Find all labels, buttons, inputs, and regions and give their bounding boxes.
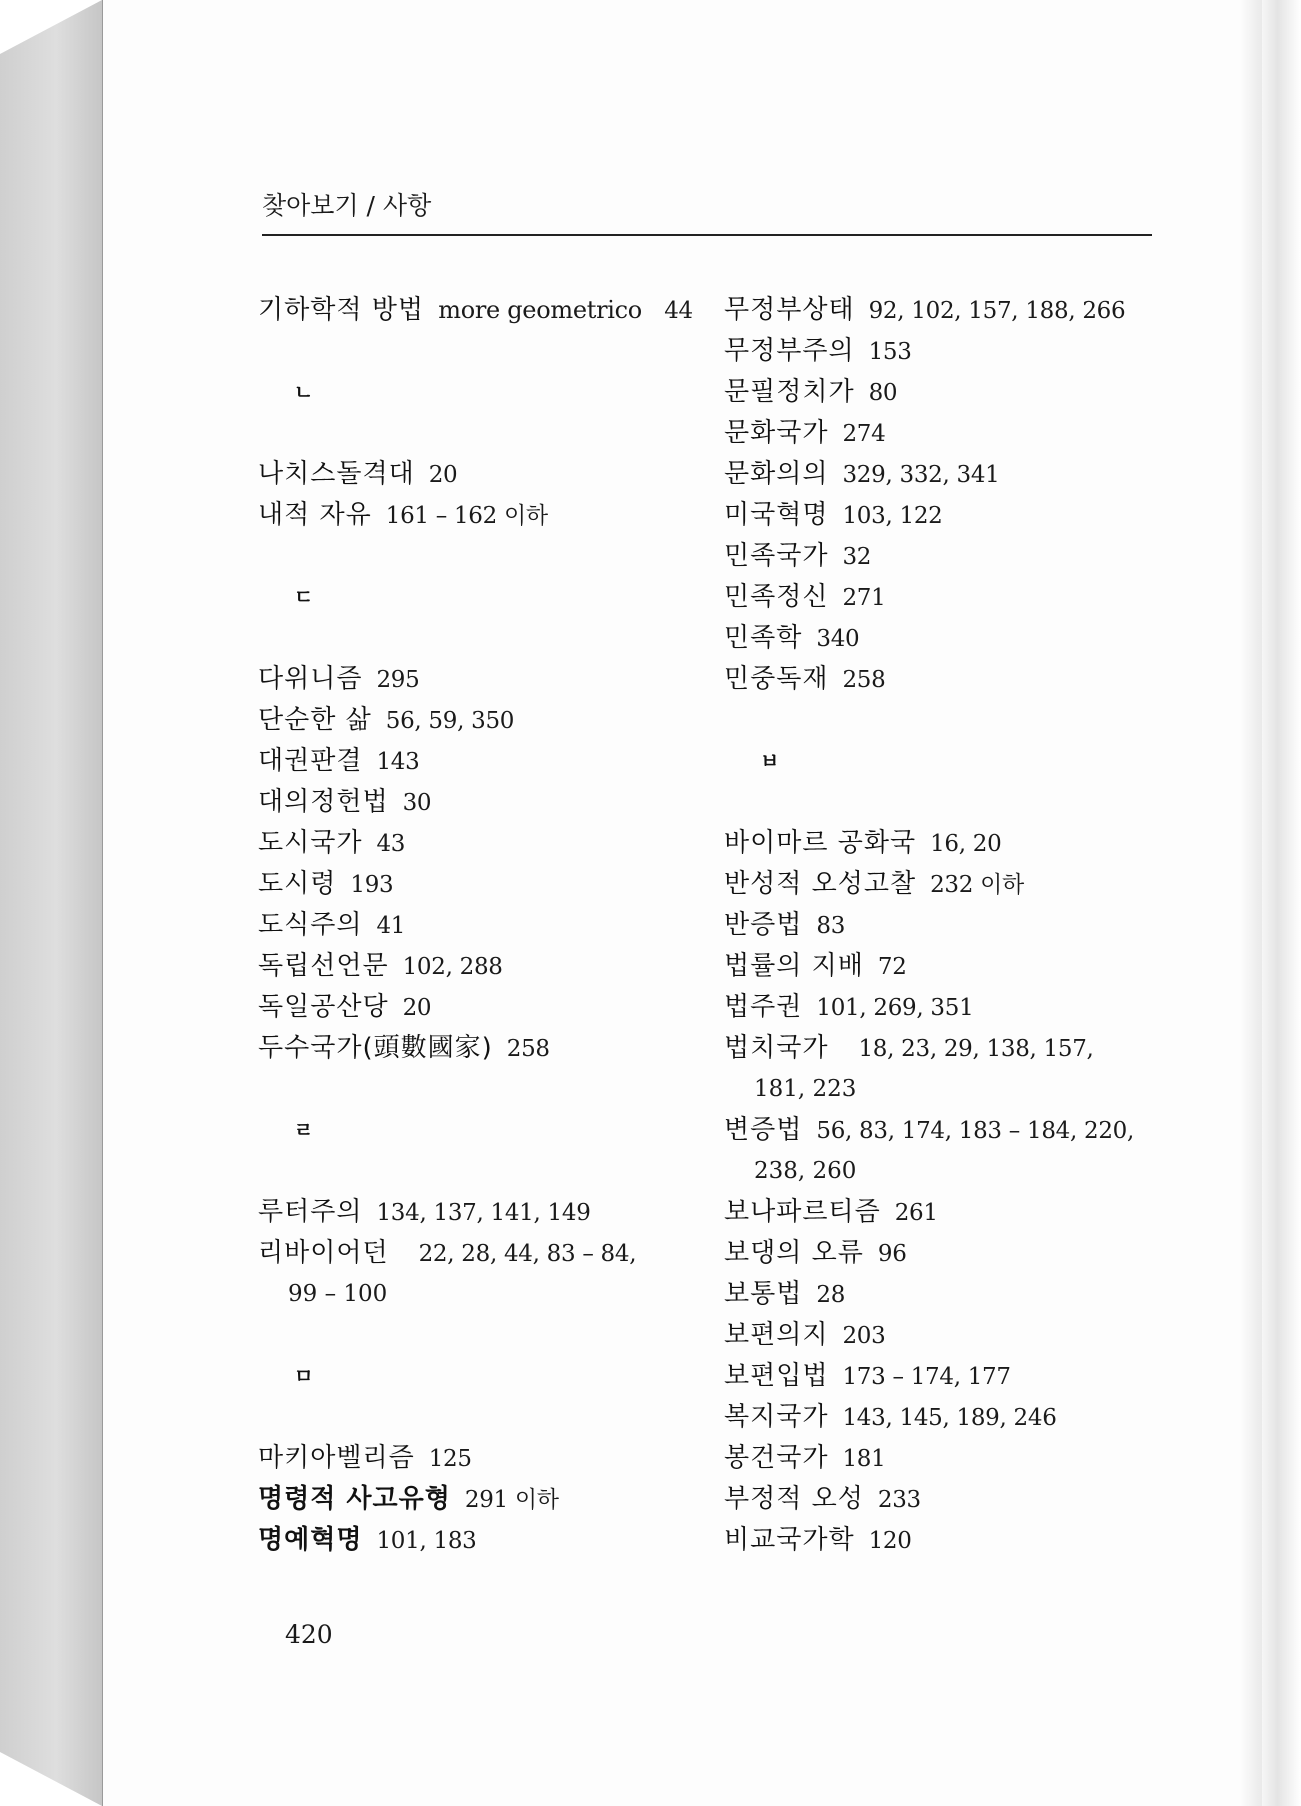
- entry-term: 도시국가: [258, 828, 363, 858]
- spacer: [724, 782, 1174, 823]
- spacer: [258, 413, 688, 454]
- entry-term: 반성적 오성고찰: [724, 869, 917, 899]
- entry-term: 민족국가: [724, 541, 829, 571]
- entry-term: 단순한 삶: [258, 705, 372, 735]
- entry-latin: more geometrico: [438, 296, 642, 324]
- entry-term: 명령적 사고유형: [258, 1484, 451, 1514]
- entry-pages: 92, 102, 157, 188, 266: [868, 298, 1126, 324]
- index-entry: [724, 987, 1174, 1028]
- entry-pages: 101, 269, 351: [816, 995, 974, 1021]
- spacer: [724, 700, 1174, 741]
- entry-pages: 134, 137, 141, 149: [376, 1200, 591, 1226]
- entry-pages: 83: [816, 913, 846, 939]
- entry-pages: 291 이하: [464, 1487, 559, 1513]
- index-entry: [724, 372, 1174, 413]
- entry-pages: 274: [842, 421, 886, 447]
- index-entry: [724, 1438, 1174, 1479]
- entry-pages: 258: [842, 667, 886, 693]
- entry-pages: 20: [402, 995, 432, 1021]
- index-entry: [724, 1110, 1174, 1151]
- entry-term: 부정적 오성: [724, 1484, 864, 1514]
- entry-term: 미국혁명: [724, 500, 829, 530]
- index-entry: [258, 782, 688, 823]
- entry-pages: 295: [376, 667, 420, 693]
- index-entry: [724, 1520, 1174, 1561]
- running-head: 찾아보기 / 사항: [262, 191, 432, 220]
- entry-term: 법주권: [724, 992, 803, 1022]
- entry-pages: 101, 183: [376, 1528, 477, 1554]
- entry-pages: 16, 20: [930, 831, 1002, 857]
- book-spine-bottom-bevel: [0, 1752, 102, 1806]
- entry-term: 도시령: [258, 869, 337, 899]
- entry-pages: 102, 288: [402, 954, 503, 980]
- entry-term: 두수국가(頭數國家): [258, 1033, 493, 1063]
- entry-pages: 43: [376, 831, 406, 857]
- entry-pages: 340: [816, 626, 860, 652]
- entry-term: 무정부상태: [724, 295, 855, 325]
- spacer: [258, 1397, 688, 1438]
- entry-term: 대의정헌법: [258, 787, 389, 817]
- spacer: [258, 331, 688, 372]
- entry-term: 비교국가학: [724, 1525, 855, 1555]
- entry-pages: 32: [842, 544, 872, 570]
- entry-pages: 56, 59, 350: [385, 708, 515, 734]
- entry-pages: 258: [506, 1036, 550, 1062]
- entry-term: 내적 자유: [258, 500, 372, 530]
- entry-term: 민중독재: [724, 664, 829, 694]
- entry-pages: 30: [402, 790, 432, 816]
- entry-term: 무정부주의: [724, 336, 855, 366]
- entry-term: 보편의지: [724, 1320, 829, 1350]
- entry-term: 봉건국가: [724, 1443, 829, 1473]
- entry-pages: 143, 145, 189, 246: [842, 1405, 1057, 1431]
- entry-pages: 153: [868, 339, 912, 365]
- book-spine-top-bevel: [0, 0, 102, 54]
- index-entry: [724, 577, 1174, 618]
- entry-term: 명예혁명: [258, 1525, 363, 1555]
- index-entry: [724, 536, 1174, 577]
- entry-term: 바이마르 공화국: [724, 828, 917, 858]
- entry-term: 독일공산당: [258, 992, 389, 1022]
- index-entry: [258, 987, 688, 1028]
- index-column-left: [258, 290, 693, 1561]
- index-entry: [724, 1028, 1174, 1069]
- index-entry: [258, 905, 688, 946]
- section-letter: ㅁ: [294, 1364, 314, 1388]
- index-entry: [724, 618, 1174, 659]
- page-number: 420: [285, 1620, 333, 1649]
- index-entry: [258, 946, 688, 987]
- entry-pages: 232 이하: [930, 872, 1024, 898]
- header-rule: [262, 234, 1152, 236]
- entry-term: 보댕의 오류: [724, 1238, 864, 1268]
- spacer: [258, 1151, 688, 1192]
- index-entry: [258, 454, 688, 495]
- entry-term: 독립선언문: [258, 951, 389, 981]
- entry-pages: 181: [842, 1446, 886, 1472]
- entry-term: 보통법: [724, 1279, 803, 1309]
- entry-term: 리바이어던: [258, 1238, 389, 1268]
- index-entry: [724, 331, 1174, 372]
- index-entry: [258, 1520, 688, 1561]
- index-entry: [724, 1233, 1174, 1274]
- entry-term: 도식주의: [258, 910, 363, 940]
- index-entry: [724, 290, 1174, 331]
- entry-pages: 271: [842, 585, 886, 611]
- index-entry: [724, 905, 1174, 946]
- entry-pages: 233: [877, 1487, 921, 1513]
- spacer: [258, 536, 688, 577]
- entry-pages: 120: [868, 1528, 912, 1554]
- section-letter: ㄴ: [294, 380, 314, 404]
- index-entry: [724, 864, 1174, 905]
- entry-pages: 261: [894, 1200, 938, 1226]
- entry-pages: 329, 332, 341: [842, 462, 1000, 488]
- entry-term: 다위니즘: [258, 664, 363, 694]
- index-entry: [258, 1438, 688, 1479]
- index-entry: [258, 1028, 688, 1069]
- entry-term: 변증법: [724, 1115, 803, 1145]
- entry-pages: 41: [376, 913, 406, 939]
- entry-term: 기하학적 방법: [258, 295, 424, 325]
- entry-pages: 80: [868, 380, 898, 406]
- index-entry: [724, 1397, 1174, 1438]
- index-entry: [724, 1192, 1174, 1233]
- entry-pages: 203: [842, 1323, 886, 1349]
- page-edge: [1262, 0, 1301, 1806]
- index-entry: [258, 823, 688, 864]
- index-entry: [724, 413, 1174, 454]
- index-entry: [724, 659, 1174, 700]
- index-entry: [258, 1479, 688, 1520]
- section-letter: ㄷ: [294, 585, 314, 609]
- entry-pages: 18, 23, 29, 138, 157,: [858, 1036, 1094, 1062]
- entry-term: 문화의의: [724, 459, 829, 489]
- entry-continuation: 181, 223: [754, 1076, 857, 1102]
- index-entry: [724, 1356, 1174, 1397]
- index-entry: [258, 1192, 688, 1233]
- index-entry: [724, 454, 1174, 495]
- entry-pages: 56, 83, 174, 183 – 184, 220,: [816, 1118, 1135, 1144]
- index-entry: [258, 741, 688, 782]
- entry-term: 문화국가: [724, 418, 829, 448]
- book-spine: [0, 0, 102, 1806]
- entry-pages: 161 – 162 이하: [385, 503, 548, 529]
- entry-term: 민족학: [724, 623, 803, 653]
- spacer: [258, 1069, 688, 1110]
- index-entry: [724, 823, 1174, 864]
- entry-pages: 72: [877, 954, 907, 980]
- entry-continuation: 238, 260: [754, 1158, 857, 1184]
- index-entry: [258, 700, 688, 741]
- entry-pages: 193: [350, 872, 394, 898]
- spacer: [258, 618, 688, 659]
- index-entry: [258, 290, 693, 331]
- index-entry: [724, 946, 1174, 987]
- entry-term: 반증법: [724, 910, 803, 940]
- entry-pages: 173 – 174, 177: [842, 1364, 1011, 1390]
- entry-pages: 22, 28, 44, 83 – 84,: [418, 1241, 637, 1267]
- section-letter: ㅂ: [760, 749, 780, 773]
- entry-term: 마키아벨리즘: [258, 1443, 415, 1473]
- index-entry: [724, 1315, 1174, 1356]
- page-shadow: [1240, 0, 1262, 1806]
- index-entry: [724, 495, 1174, 536]
- index-column-right: [724, 290, 1174, 1561]
- entry-term: 문필정치가: [724, 377, 855, 407]
- entry-term: 보나파르티즘: [724, 1197, 881, 1227]
- index-entry: [724, 1479, 1174, 1520]
- entry-term: 민족정신: [724, 582, 829, 612]
- entry-term: 대권판결: [258, 746, 363, 776]
- entry-continuation: 99 – 100: [288, 1281, 388, 1307]
- index-entry: [724, 1274, 1174, 1315]
- entry-term: 법치국가: [724, 1033, 829, 1063]
- index-entry: [258, 864, 688, 905]
- entry-pages: 143: [376, 749, 420, 775]
- entry-term: 복지국가: [724, 1402, 829, 1432]
- section-letter: ㄹ: [294, 1118, 314, 1142]
- entry-term: 법률의 지배: [724, 951, 864, 981]
- entry-term: 보편입법: [724, 1361, 829, 1391]
- index-entry: [258, 1233, 688, 1274]
- spacer: [258, 1315, 688, 1356]
- entry-pages: 96: [877, 1241, 907, 1267]
- entry-term: 루터주의: [258, 1197, 363, 1227]
- entry-pages: 28: [816, 1282, 846, 1308]
- entry-pages: 44: [664, 298, 693, 324]
- index-entry: [258, 659, 688, 700]
- entry-pages: 125: [428, 1446, 472, 1472]
- entry-term: 나치스돌격대: [258, 459, 415, 489]
- entry-pages: 20: [428, 462, 458, 488]
- entry-pages: 103, 122: [842, 503, 943, 529]
- index-entry: [258, 495, 688, 536]
